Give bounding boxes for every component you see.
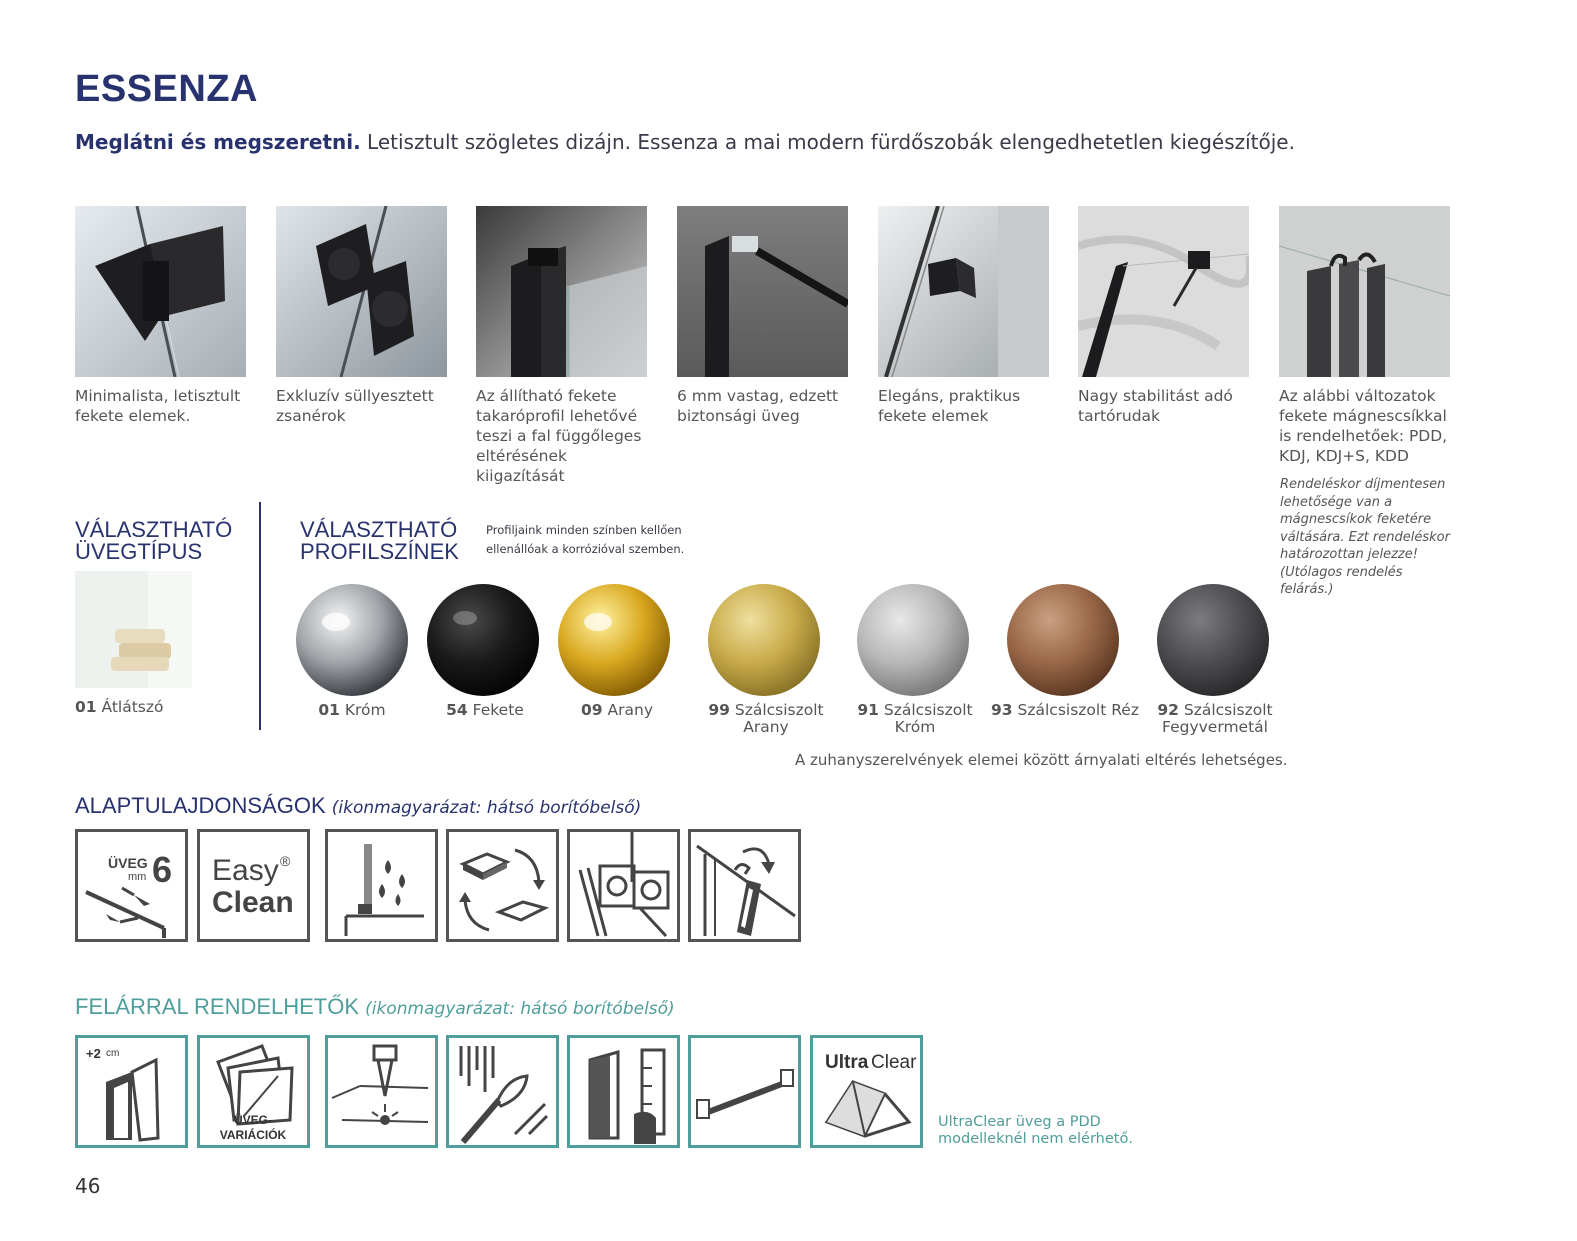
color-code: 01 — [318, 701, 340, 719]
glass-label — [75, 698, 164, 716]
ultraclear-label-b: Clear — [871, 1052, 917, 1073]
hinge-icon — [567, 829, 680, 942]
glass-variations-icon — [197, 1035, 310, 1148]
color-swatch-arany — [556, 582, 672, 698]
color-code: 92 — [1157, 701, 1179, 719]
feature-caption: Minimalista, letisztult fekete elemek. — [75, 387, 241, 425]
glass-6mm-value: 6 — [152, 849, 173, 890]
ultraclear-label-a: Ultra — [825, 1052, 869, 1073]
intro-rest: Letisztult szögletes dizájn. Essenza a mai modern fürdőszobák elengedhetetlen kiegészítője. — [360, 130, 1295, 154]
extra-heading-text: FELÁRRAL RENDELHETŐK — [75, 994, 360, 1019]
feature-caption: Elegáns, praktikus fekete elemek — [878, 387, 1021, 425]
profile-heading: VÁLASZTHATÓ PROFILSZÍNEK — [300, 517, 459, 564]
photo-support-bars — [1078, 206, 1249, 377]
color-swatch-fekete — [425, 582, 541, 698]
color-code: 54 — [446, 701, 468, 719]
magnet-note: Rendeléskor díjmentesen lehetősége van a mágnescsíkok feketére váltására. Ezt rendeléskor határozottan jelezze! (Utólagos rendelés felárás.) — [1280, 477, 1450, 597]
color-name: Arany — [607, 701, 653, 719]
feature-caption: 6 mm vastag, edzett biztonsági üveg — [677, 387, 839, 425]
profile-note: Profiljaink minden színben kellően ellenállóak a korrózióval szemben. — [486, 523, 685, 556]
color-swatch-szalcsiszolt-arany — [706, 582, 822, 698]
glass-name: Átlátszó — [101, 698, 164, 716]
color-name: Szálcsiszolt Réz — [1017, 701, 1139, 719]
reversible-icon — [446, 829, 559, 942]
glass-6mm-icon — [75, 829, 188, 942]
extra-heading — [75, 994, 675, 1020]
profile-extension-icon — [75, 1035, 188, 1148]
water-repellent-icon — [325, 829, 438, 942]
photo-6mm-glass — [677, 206, 848, 377]
glass-variations-line1: ÜVEG- — [233, 1113, 273, 1127]
basic-heading — [75, 793, 641, 819]
extension-unit: cm — [106, 1048, 120, 1059]
color-label — [1130, 702, 1300, 736]
extra-legend: (ikonmagyarázat: hátsó borítóbelső) — [365, 999, 675, 1019]
ultraclear-note: UltraClear üveg a PDD modelleknél nem elérhető. — [938, 1114, 1133, 1147]
color-label — [410, 702, 560, 719]
glass-sample-image — [75, 571, 192, 688]
color-code: 09 — [581, 701, 603, 719]
color-label — [840, 702, 990, 736]
photo-elegant-elements — [878, 206, 1049, 377]
photo-hinges — [276, 206, 447, 377]
ultraclear-icon — [810, 1035, 923, 1148]
easy-clean-icon — [197, 829, 310, 942]
color-name: Szálcsiszolt Fegyvermetál — [1162, 701, 1273, 736]
basic-legend: (ikonmagyarázat: hátsó borítóbelső) — [331, 798, 642, 818]
feature-caption: Nagy stabilitást adó tartórudak — [1078, 387, 1233, 425]
section-divider — [259, 502, 261, 730]
custom-color-icon — [446, 1035, 559, 1148]
extension-value: +2 — [86, 1046, 101, 1061]
color-swatch-szalcsiszolt-fegyvermetal — [1155, 582, 1271, 698]
color-code: 99 — [708, 701, 730, 719]
glass-6mm-label: ÜVEG — [108, 855, 148, 871]
basic-heading-text: ALAPTULAJDONSÁGOK — [75, 793, 326, 818]
glass-variations-line2: VARIÁCIÓK — [219, 1128, 287, 1142]
color-name: Szálcsiszolt Króm — [883, 701, 973, 736]
glass-code: 01 — [75, 698, 97, 716]
color-swatch-krom — [294, 582, 410, 698]
color-swatch-szalcsiszolt-rez — [1005, 582, 1121, 698]
custom-size-icon — [567, 1035, 680, 1148]
easy-clean-label-bottom: Clean — [212, 886, 294, 919]
easy-clean-mark: ® — [280, 853, 291, 869]
intro-text — [75, 130, 1295, 154]
photo-black-elements — [75, 206, 246, 377]
intro-bold: Meglátni és megszeretni. — [75, 130, 361, 154]
towel-bar-icon — [688, 1035, 801, 1148]
magnet-strip-icon — [688, 829, 801, 942]
feature-caption: Exkluzív süllyesztett zsanérok — [276, 387, 434, 425]
glass-cutting-icon — [325, 1035, 438, 1148]
color-code: 91 — [857, 701, 879, 719]
glass-heading: VÁLASZTHATÓ ÜVEGTÍPUS — [75, 517, 233, 564]
feature-caption: Az alábbi változatok fekete mágnescsíkkal is rendelhetőek: PDD, KDJ, KDJ+S, KDD — [1279, 387, 1448, 465]
feature-caption: Az állítható fekete takaróprofil lehetővé teszi a fal függőleges eltérésének kiigazítását — [476, 387, 642, 485]
page-number: 46 — [75, 1174, 101, 1198]
color-label — [691, 702, 841, 736]
color-name: Szálcsiszolt Arany — [734, 701, 824, 736]
color-code: 93 — [991, 701, 1013, 719]
color-name: Fekete — [472, 701, 524, 719]
color-label — [990, 702, 1140, 719]
photo-magnet-strips — [1279, 206, 1450, 377]
photo-adjustable-profile — [476, 206, 647, 377]
color-label — [277, 702, 427, 719]
color-swatch-szalcsiszolt-krom — [855, 582, 971, 698]
color-name: Króm — [344, 701, 386, 719]
color-label — [542, 702, 692, 719]
page-title: ESSENZA — [75, 68, 258, 110]
glass-6mm-unit: mm — [128, 871, 147, 883]
shade-note: A zuhanyszerelvények elemei között árnyalati eltérés lehetséges. — [795, 751, 1288, 769]
easy-clean-label-top: Easy — [212, 854, 279, 887]
